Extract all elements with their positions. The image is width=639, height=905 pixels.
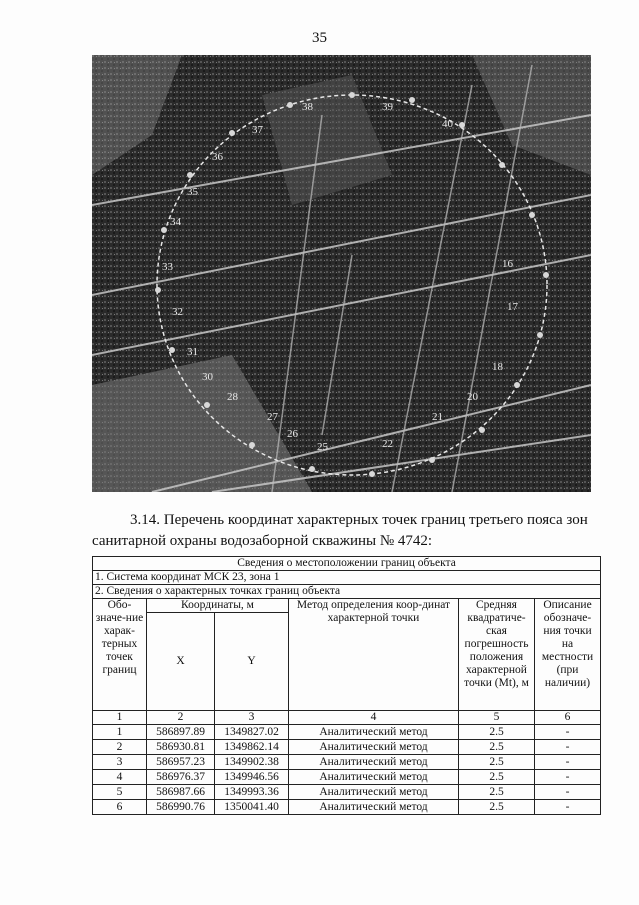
header-designation: Обо-значе-ние харак-терных точек границ [93, 599, 147, 711]
table-row [93, 725, 601, 740]
table-title: Сведения о местоположении границ объекта [93, 557, 601, 571]
coord-x: 586957.23 [147, 755, 215, 770]
satellite-map-image [92, 55, 591, 492]
table-row [93, 800, 601, 815]
header-x: X [147, 613, 215, 711]
coordinates-table [92, 556, 601, 815]
svg-text:35: 35 [187, 186, 198, 198]
header-description: Описание обозначе-ния точки на местности (при наличии) [535, 599, 601, 711]
svg-text:17: 17 [507, 301, 518, 313]
header-coords: Координаты, м [147, 599, 289, 613]
accuracy: 2.5 [459, 800, 535, 815]
coord-x: 586990.76 [147, 800, 215, 815]
accuracy: 2.5 [459, 725, 535, 740]
header-accuracy: Средняя квадратиче-ская погрешность положения характерной точки (Mt), м [459, 599, 535, 711]
coord-x: 586987.66 [147, 785, 215, 800]
header-y: Y [215, 613, 289, 711]
svg-text:40: 40 [442, 118, 453, 130]
svg-text:38: 38 [302, 101, 313, 113]
column-number: 4 [289, 711, 459, 725]
table-row [93, 785, 601, 800]
description: - [535, 725, 601, 740]
svg-text:28: 28 [227, 391, 238, 403]
column-number: 5 [459, 711, 535, 725]
method: Аналитический метод [289, 755, 459, 770]
coord-y: 1349827.02 [215, 725, 289, 740]
table-row [93, 755, 601, 770]
column-number: 1 [93, 711, 147, 725]
coord-x: 586897.89 [147, 725, 215, 740]
section-heading: 3.14. Перечень координат характерных точек границ третьего пояса зон санитарной охраны водозаборной скважины № 4742: [92, 512, 588, 549]
coord-y: 1349946.56 [215, 770, 289, 785]
description: - [535, 755, 601, 770]
point-number: 3 [93, 755, 147, 770]
point-number: 4 [93, 770, 147, 785]
method: Аналитический метод [289, 725, 459, 740]
svg-text:27: 27 [267, 411, 278, 423]
column-number: 6 [535, 711, 601, 725]
coord-y: 1349902.38 [215, 755, 289, 770]
svg-text:39: 39 [382, 101, 393, 113]
point-number: 5 [93, 785, 147, 800]
svg-text:25: 25 [317, 441, 328, 453]
svg-text:34: 34 [170, 216, 181, 228]
page-number: 35 [312, 30, 327, 46]
description: - [535, 740, 601, 755]
coord-x: 586930.81 [147, 740, 215, 755]
accuracy: 2.5 [459, 770, 535, 785]
point-number: 2 [93, 740, 147, 755]
svg-text:31: 31 [187, 346, 198, 358]
svg-text:36: 36 [212, 151, 223, 163]
method: Аналитический метод [289, 770, 459, 785]
coord-y: 1349993.36 [215, 785, 289, 800]
coord-x: 586976.37 [147, 770, 215, 785]
svg-text:21: 21 [432, 411, 443, 423]
description: - [535, 770, 601, 785]
coord-system-row: 1. Система координат МСК 23, зона 1 [93, 571, 601, 585]
accuracy: 2.5 [459, 755, 535, 770]
description: - [535, 800, 601, 815]
accuracy: 2.5 [459, 785, 535, 800]
svg-text:20: 20 [467, 391, 478, 403]
table-row [93, 740, 601, 755]
svg-text:30: 30 [202, 371, 213, 383]
svg-text:37: 37 [252, 124, 263, 136]
point-number: 1 [93, 725, 147, 740]
svg-text:16: 16 [502, 258, 513, 270]
svg-text:22: 22 [382, 438, 393, 450]
coord-y: 1350041.40 [215, 800, 289, 815]
svg-text:33: 33 [162, 261, 173, 273]
description: - [535, 785, 601, 800]
column-number: 2 [147, 711, 215, 725]
svg-text:26: 26 [287, 428, 298, 440]
method: Аналитический метод [289, 740, 459, 755]
header-method: Метод определения коор-динат характерной точки [289, 599, 459, 711]
svg-text:18: 18 [492, 361, 503, 373]
accuracy: 2.5 [459, 740, 535, 755]
points-info-row: 2. Сведения о характерных точках границ объекта [93, 585, 601, 599]
table-row [93, 770, 601, 785]
method: Аналитический метод [289, 800, 459, 815]
coord-y: 1349862.14 [215, 740, 289, 755]
method: Аналитический метод [289, 785, 459, 800]
column-number: 3 [215, 711, 289, 725]
point-number: 6 [93, 800, 147, 815]
svg-text:32: 32 [172, 306, 183, 318]
